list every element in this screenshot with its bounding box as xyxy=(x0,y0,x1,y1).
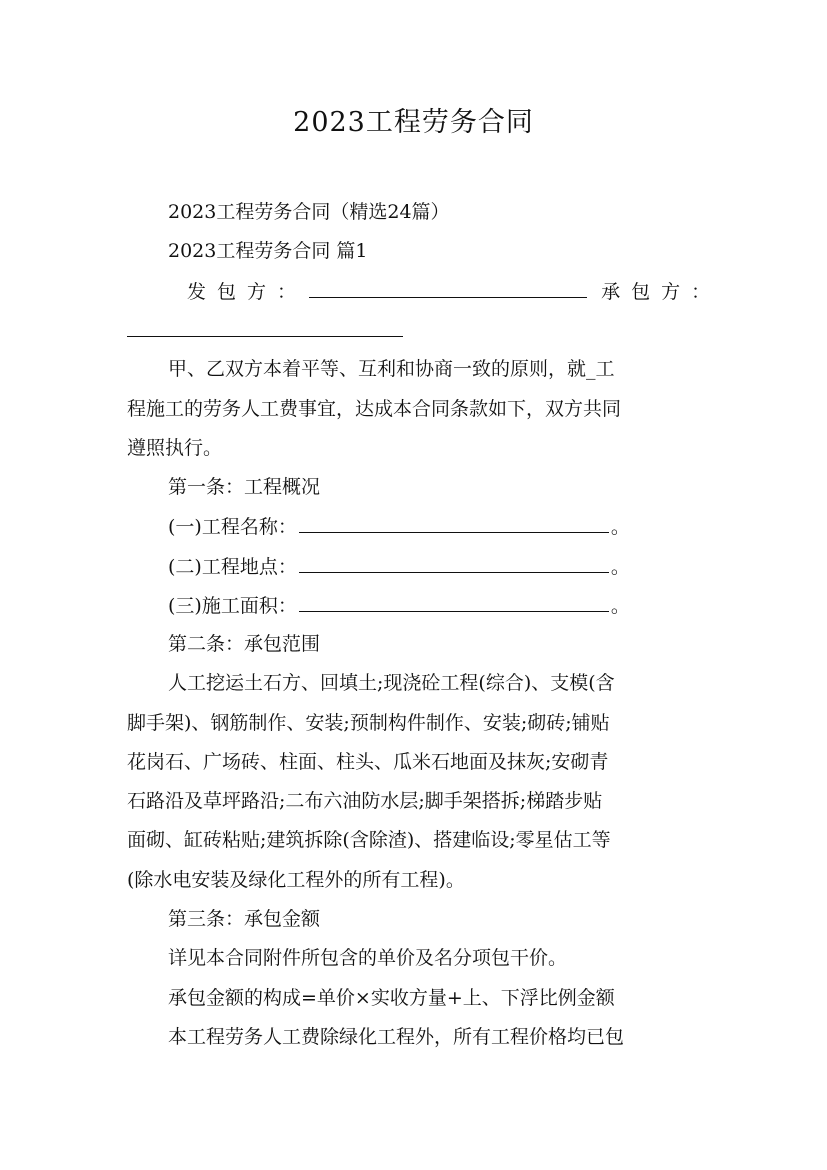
article3-line: 详见本合同附件所包含的单价及名分项包干价。 xyxy=(168,947,568,969)
subtitle: 2023工程劳务合同（精选24篇） xyxy=(168,201,450,223)
document-title: 2023工程劳务合同 xyxy=(293,107,534,138)
intro-line: 甲、乙双方本着平等、互利和协商一致的原则，就_工 xyxy=(168,358,615,380)
item-blank xyxy=(299,514,609,533)
article1-heading: 第一条：工程概况 xyxy=(168,476,321,498)
item-blank xyxy=(299,554,609,573)
item-label: (一)工程名称： xyxy=(168,516,297,538)
article2-line: 面砌、缸砖粘贴;建筑拆除(含除渣)、搭建临设;零星估工等 xyxy=(127,829,611,851)
section-heading: 2023工程劳务合同 篇1 xyxy=(168,240,368,262)
party-b-blank-line xyxy=(127,318,707,343)
item-end: 。 xyxy=(610,516,630,538)
item-blank xyxy=(299,593,609,612)
article2-line: (除水电安装及绿化工程外的所有工程)。 xyxy=(127,869,465,891)
item-end: 。 xyxy=(610,595,630,617)
article1-item xyxy=(168,554,708,579)
article2-line: 人工挖运土石方、回填土;现浇砼工程(综合)、支模(含 xyxy=(168,672,615,694)
article3-line: 本工程劳务人工费除绿化工程外，所有工程价格均已包 xyxy=(168,1026,625,1048)
article1-item xyxy=(168,514,708,539)
article1-item xyxy=(168,593,708,618)
article2-line: 脚手架)、钢筋制作、安装;预制构件制作、安装;砌砖;铺贴 xyxy=(127,712,610,734)
item-label: (三)施工面积： xyxy=(168,595,297,617)
party-b-blank xyxy=(127,318,403,337)
article3-heading: 第三条：承包金额 xyxy=(168,908,321,930)
party-a-blank xyxy=(309,279,587,298)
article2-line: 花岗石、广场砖、柱面、柱头、瓜米石地面及抹灰;安砌青 xyxy=(127,751,609,773)
party-a-label: 发包方： xyxy=(187,281,308,303)
article2-heading: 第二条：承包范围 xyxy=(168,633,321,655)
intro-line: 程施工的劳务人工费事宜，达成本合同条款如下，双方共同 xyxy=(127,398,622,420)
party-b-label: 承包方： xyxy=(601,281,722,303)
article2-line: 石路沿及草坪路沿;二布六油防水层;脚手架搭拆;梯踏步贴 xyxy=(127,790,603,812)
item-end: 。 xyxy=(610,556,630,578)
parties-line xyxy=(127,279,727,304)
item-label: (二)工程地点： xyxy=(168,556,297,578)
intro-line: 遵照执行。 xyxy=(127,437,223,459)
article3-line: 承包金额的构成=单价×实收方量+上、下浮比例金额 xyxy=(168,987,615,1009)
